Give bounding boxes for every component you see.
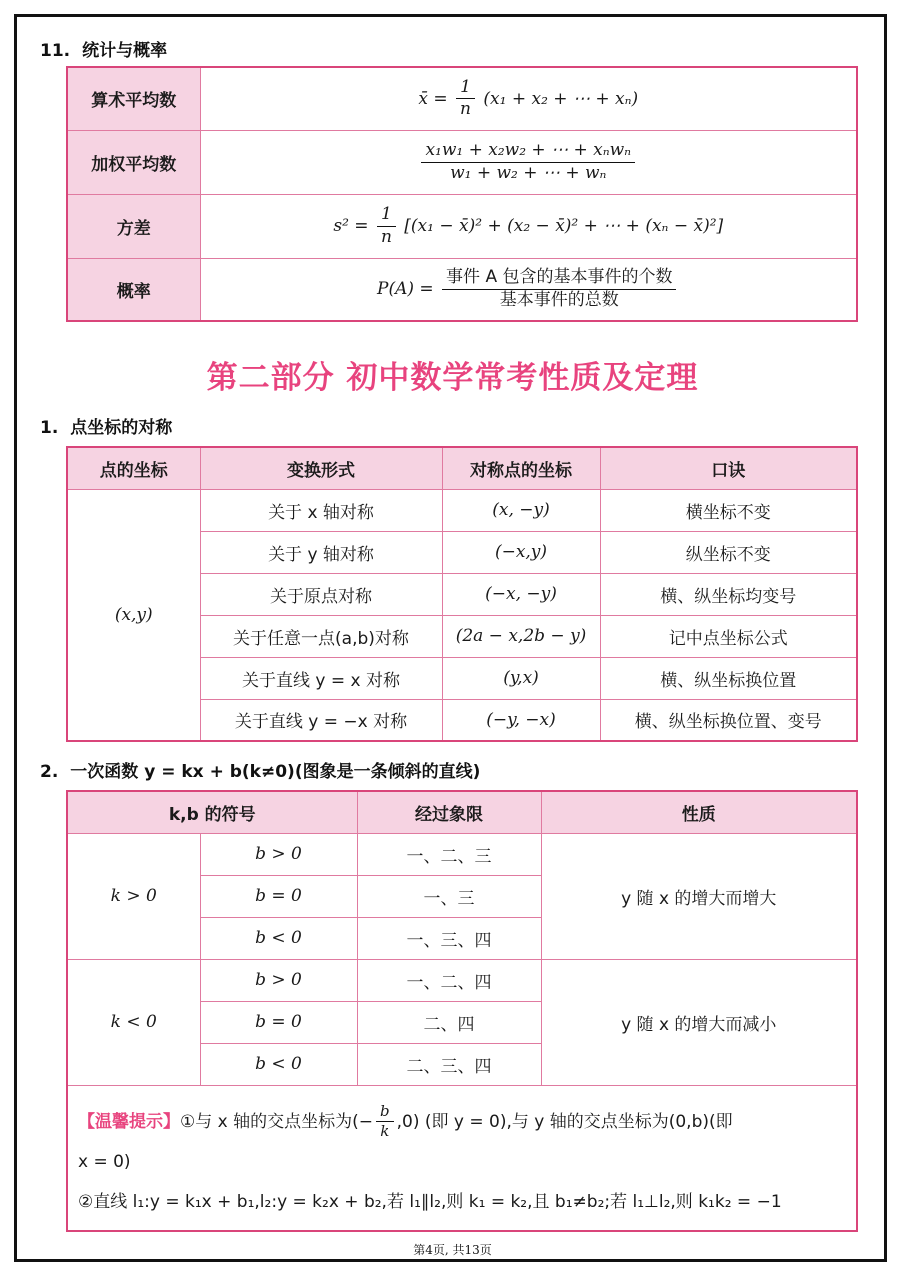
quadrants: 二、四 xyxy=(357,1001,541,1043)
denominator: n xyxy=(460,99,471,120)
denominator: n xyxy=(380,226,392,247)
numerator: 1 xyxy=(456,78,475,100)
section-1-heading xyxy=(40,413,172,438)
formula-cell xyxy=(200,258,857,321)
transform-cell: 关于原点对称 xyxy=(200,573,442,615)
b-sign: b > 0 xyxy=(200,959,357,1001)
rule-cell: 横、纵坐标换位置 xyxy=(600,657,857,699)
quadrants: 一、二、四 xyxy=(357,959,541,1001)
property-cell: y 随 x 的增大而减小 xyxy=(541,959,857,1085)
coord-cell: (y,x) xyxy=(442,657,600,699)
table-row xyxy=(67,833,857,875)
table-header-row xyxy=(67,447,857,489)
b-sign: b < 0 xyxy=(200,1043,357,1085)
fraction xyxy=(421,141,635,183)
numerator: 事件 A 包含的基本事件的个数 xyxy=(442,268,676,290)
formula-left: s² = xyxy=(333,216,369,236)
rule-cell: 横、纵坐标换位置、变号 xyxy=(600,699,857,741)
tip-text: ①与 x 轴的交点坐标为( xyxy=(180,1111,359,1132)
transform-cell: 关于任意一点(a,b)对称 xyxy=(200,615,442,657)
linear-function-table xyxy=(66,790,858,1232)
table-header-row xyxy=(67,791,857,833)
formula-right: [(x₁ − x̄)² + (x₂ − x̄)² + ⋯ + (xₙ − x̄)²] xyxy=(404,216,724,236)
numerator: b xyxy=(376,1103,394,1122)
column-header: 对称点的坐标 xyxy=(442,447,600,489)
section-number: 1. xyxy=(40,418,59,438)
rule-cell: 记中点坐标公式 xyxy=(600,615,857,657)
column-header: 经过象限 xyxy=(357,791,541,833)
numerator: x₁w₁ + x₂w₂ + ⋯ + xₙwₙ xyxy=(421,141,635,163)
table-row xyxy=(67,959,857,1001)
coord-cell: (2a − x,2b − y) xyxy=(442,615,600,657)
k-sign: k < 0 xyxy=(67,959,200,1085)
fraction xyxy=(376,1103,394,1141)
fraction xyxy=(377,205,396,247)
denominator: w₁ + w₂ + ⋯ + wₙ xyxy=(450,162,607,183)
column-header: 口诀 xyxy=(600,447,857,489)
tip-row xyxy=(67,1085,857,1231)
table-row xyxy=(67,130,857,194)
k-sign: k > 0 xyxy=(67,833,200,959)
table-row xyxy=(67,489,857,531)
fraction xyxy=(442,268,676,310)
denominator: k xyxy=(380,1122,390,1141)
part-title: 第二部分 初中数学常考性质及定理 xyxy=(206,360,699,396)
quadrants: 一、二、三 xyxy=(357,833,541,875)
formula-right: (x₁ + x₂ + ⋯ + xₙ) xyxy=(483,88,639,109)
formula-left: P(A) = xyxy=(377,279,434,300)
denominator: 基本事件的总数 xyxy=(499,289,619,310)
formula-cell xyxy=(200,194,857,258)
statistics-table xyxy=(66,66,858,322)
quadrants: 一、三 xyxy=(357,875,541,917)
transform-cell: 关于 x 轴对称 xyxy=(200,489,442,531)
coord-cell: (x, −y) xyxy=(442,489,600,531)
row-label: 算术平均数 xyxy=(67,67,200,130)
property-cell: y 随 x 的增大而增大 xyxy=(541,833,857,959)
tip-line-1 xyxy=(78,1103,848,1141)
tip-cell xyxy=(67,1085,857,1231)
coord-cell: (−y, −x) xyxy=(442,699,600,741)
section-11-heading xyxy=(40,36,167,61)
column-header: k,b 的符号 xyxy=(67,791,357,833)
section-number: 2. xyxy=(40,762,59,782)
point-coordinate: (x,y) xyxy=(67,489,200,741)
b-sign: b < 0 xyxy=(200,917,357,959)
rule-cell: 横坐标不变 xyxy=(600,489,857,531)
row-label: 概率 xyxy=(67,258,200,321)
coord-cell: (−x, −y) xyxy=(442,573,600,615)
rule-cell: 横、纵坐标均变号 xyxy=(600,573,857,615)
section-2-heading xyxy=(40,757,480,782)
table-row xyxy=(67,258,857,321)
transform-cell: 关于直线 y = −x 对称 xyxy=(200,699,442,741)
b-sign: b = 0 xyxy=(200,1001,357,1043)
tip-line-1-cont: x = 0) xyxy=(78,1151,131,1172)
tip-text: ,0) (即 y = 0),与 y 轴的交点坐标为(0,b)(即 xyxy=(396,1111,733,1132)
fraction xyxy=(456,78,475,120)
formula-left: x̄ = xyxy=(418,88,448,109)
tip-line-2: ②直线 l₁:y = k₁x + b₁,l₂:y = k₂x + b₂,若 l₁∥l₂,则 k₁ = k₂,且 b₁≠b₂;若 l₁⊥l₂,则 k₁k₂ = −1 xyxy=(78,1191,782,1212)
row-label: 方差 xyxy=(67,194,200,258)
symmetry-table xyxy=(66,446,858,742)
column-header: 变换形式 xyxy=(200,447,442,489)
rule-cell: 纵坐标不变 xyxy=(600,531,857,573)
formula-cell xyxy=(200,67,857,130)
minus-sign: − xyxy=(358,1111,373,1132)
transform-cell: 关于直线 y = x 对称 xyxy=(200,657,442,699)
row-label: 加权平均数 xyxy=(67,130,200,194)
b-sign: b > 0 xyxy=(200,833,357,875)
section-title: 一次函数 y = kx + b(k≠0)(图象是一条倾斜的直线) xyxy=(70,762,481,782)
table-row xyxy=(67,194,857,258)
section-title: 统计与概率 xyxy=(82,41,168,61)
coord-cell: (−x,y) xyxy=(442,531,600,573)
section-title: 点坐标的对称 xyxy=(70,418,173,438)
quadrants: 一、三、四 xyxy=(357,917,541,959)
transform-cell: 关于 y 轴对称 xyxy=(200,531,442,573)
b-sign: b = 0 xyxy=(200,875,357,917)
numerator: 1 xyxy=(377,205,396,227)
quadrants: 二、三、四 xyxy=(357,1043,541,1085)
column-header: 性质 xyxy=(541,791,857,833)
section-number: 11. xyxy=(40,41,71,61)
formula-cell xyxy=(200,130,857,194)
tip-label: 【温馨提示】 xyxy=(78,1111,180,1132)
column-header: 点的坐标 xyxy=(67,447,200,489)
table-row xyxy=(67,67,857,130)
page-footer: 第4页, 共13页 xyxy=(413,1243,492,1257)
